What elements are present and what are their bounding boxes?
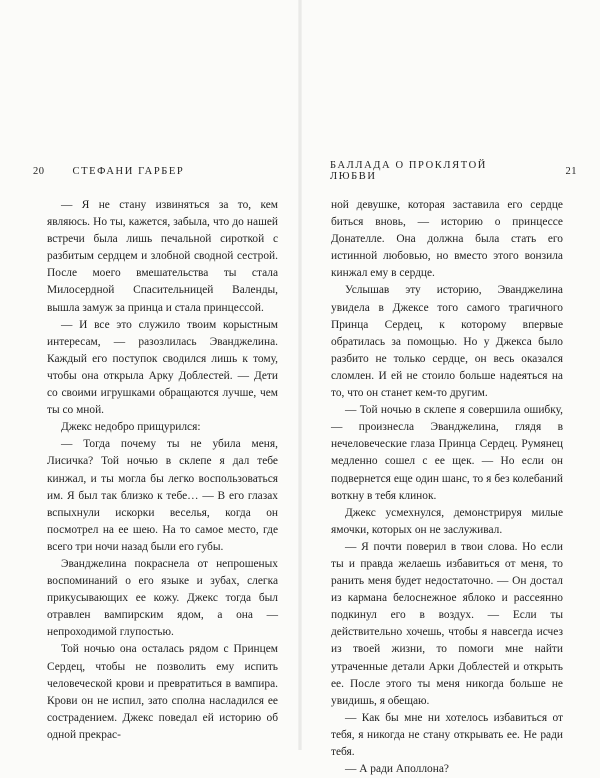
book-gutter xyxy=(298,0,302,750)
paragraph: Услышав эту историю, Эванджелина увидела в Джексе того самого трагичного Принца Сердец, к которому впервые обратилась за помощью. Но у Джекса было разбито не только сердце, он весь оказался сломлен. И ей не стоило больше надеяться на то, что он станет кем-то другим. xyxy=(331,284,563,400)
paragraph: Эванджелина покраснела от непрошеных воспоминаний о его языке и зубах, слегка прикусывающих ее кожу. Джекс тогда был отравлен вампирским ядом, а она — непроходимой глупостью. xyxy=(47,557,278,639)
paragraph: ной девушке, которая заставила его сердце биться вновь, — историю о принцессе Донателле. Она должна была стать его истинной любовью, но вместо этого вонзила кинжал ему в сердце. xyxy=(331,199,563,280)
paragraph: — Как бы мне ни хотелось избавиться от тебя, я никогда не стану открывать ее. Не ради тебя. xyxy=(331,711,563,758)
left-page-body xyxy=(47,197,278,744)
paragraph: — Той ночью в склепе я совершила ошибку, — произнесла Эванджелина, глядя в нечеловеческие глаза Принца Сердец. Румянец медленно сошел с ее щек. — Но если он подвернется еще один шанс, то я без колебаний воткну в тебя клинок. xyxy=(331,404,563,502)
right-page-body xyxy=(331,197,563,778)
right-running-title: БАЛЛАДА О ПРОКЛЯТОЙ ЛЮБВИ xyxy=(330,160,487,182)
left-page-header xyxy=(33,163,278,179)
paragraph: — Тогда почему ты не убила меня, Лисичка? Той ночью в склепе я дал тебе кинжал, и ты могла бы легко воспользоваться им. Я был так близко к тебе… — В его глазах вспыхнули искорки веселья, когда он посмотрел на ее шею. На то самое место, где всего три ночи назад были его губы. xyxy=(47,438,278,553)
paragraph: — Я почти поверил в твои слова. Но если ты и правда желаешь избавиться от меня, то ранить меня будет недостаточно. — Он достал из кармана белоснежное яблоко и рассеянно подкинул его в воздух. — Если ты действительно хочешь, чтобы я навсегда исчез из твоей жизни, то помоги мне найти утраченные детали Арки Доблестей и открыть ее. После этого ты меня никогда больше не увидишь, я обещаю. xyxy=(331,540,563,707)
paragraph: Джекс недобро прищурился: xyxy=(61,421,201,434)
left-page-number: 20 xyxy=(33,165,45,177)
left-running-title: СТЕФАНИ ГАРБЕР xyxy=(72,165,185,177)
paragraph: — И все это служило твоим корыстным интересам, — разозлилась Эванджелина. Каждый его поступок сводился лишь к тому, чтобы она открыла Арку Доблестей. — Дети со своими игрушками обращаются лучше, чем ты со мной. xyxy=(47,318,278,417)
paragraph: Джекс усмехнулся, демонстрируя милые ямочки, которых он не заслуживал. xyxy=(331,506,563,536)
right-page-header xyxy=(330,160,577,182)
right-page-number: 21 xyxy=(565,165,577,177)
paragraph: Той ночью она осталась рядом с Принцем Сердец, чтобы не позволить ему испить человеческой крови и превратиться в вампира. Крови он не испил, зато сполна насладился ее сострадением. Джекс поведал ей историю об одной прекрас- xyxy=(47,643,278,741)
paragraph: — Я не стану извиняться за то, кем являюсь. Но ты, кажется, забыла, что до нашей встречи была лишь печальной сироткой с разбитым сердцем и злобной сводной сестрой. После моего вмешательства ты стала Милосердной Спасительницей Валенды, вышла замуж за принца и стала принцессой. xyxy=(47,199,278,314)
paragraph: — А ради Аполлона? xyxy=(345,763,449,776)
